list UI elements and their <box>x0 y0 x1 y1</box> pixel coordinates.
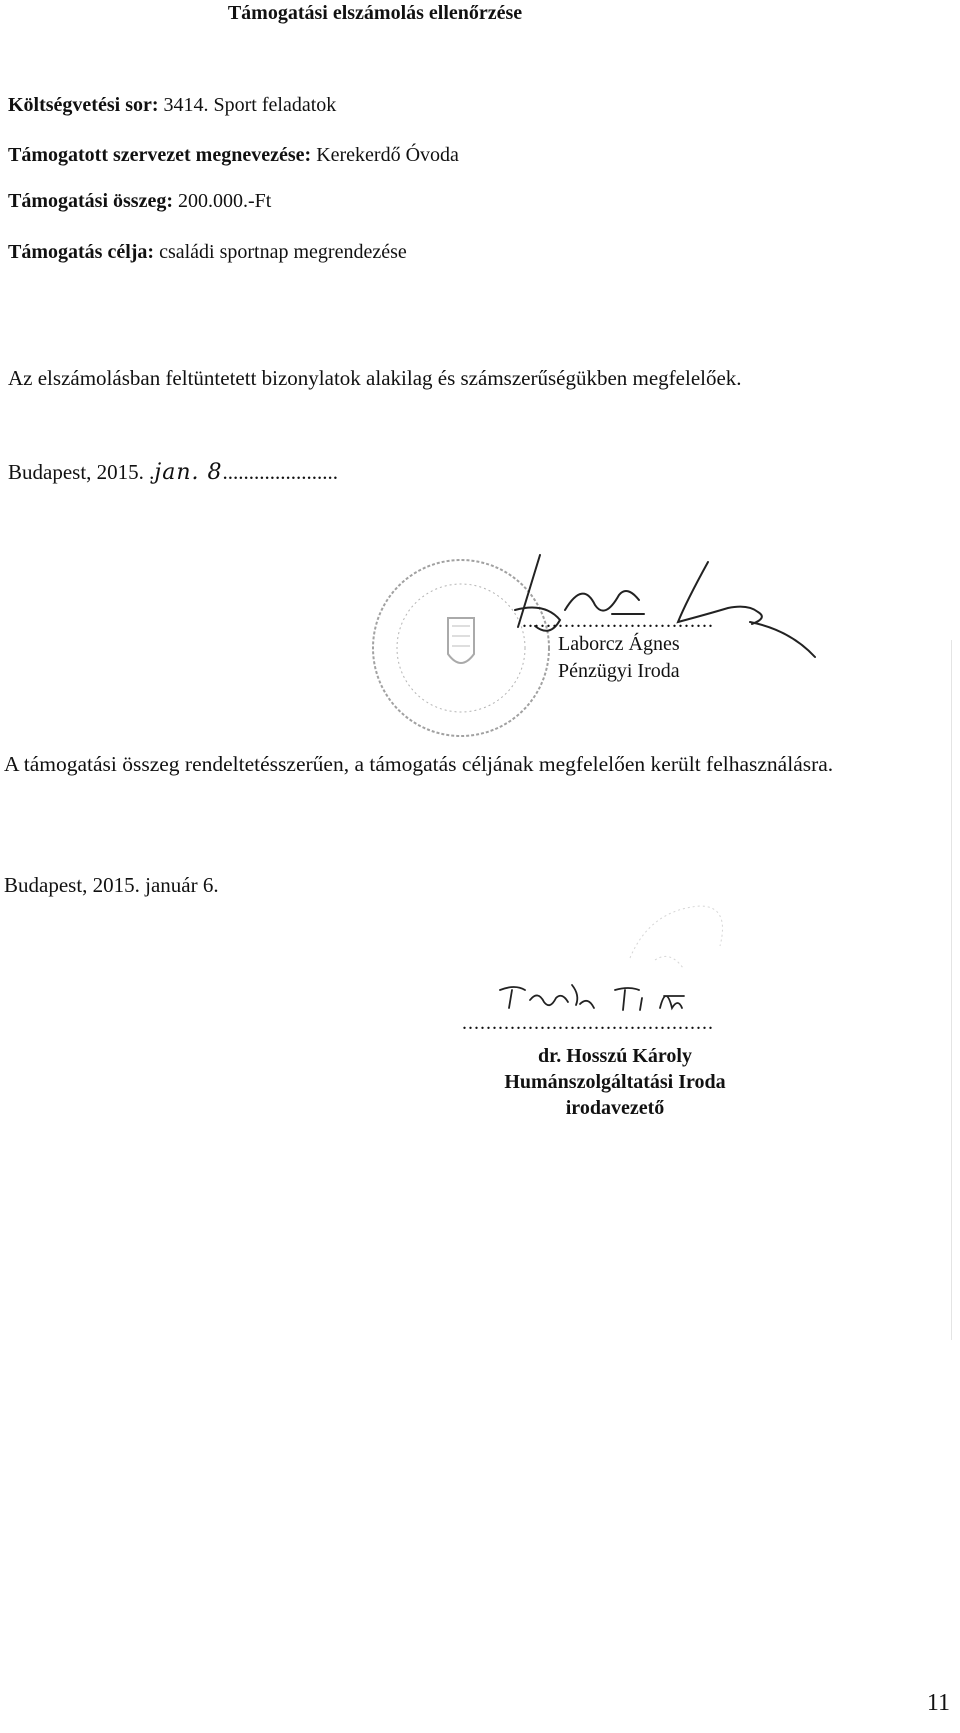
budget-line-value: 3414. Sport feladatok <box>163 94 337 116</box>
signature-dotted-line-1: ................................ <box>522 610 714 632</box>
date-prefix: Budapest, 2015. . <box>8 460 155 484</box>
date-dots: ...................... <box>222 460 338 484</box>
handwritten-signature-2 <box>500 985 684 1010</box>
amount-label: Támogatási összeg: <box>8 190 173 212</box>
faint-stamp-2 <box>630 906 723 968</box>
statement-formal-check: Az elszámolásban feltüntetett bizonylatok alakilag és számszerűségükben megfelelőek. <box>8 366 742 390</box>
official-stamp <box>373 560 549 736</box>
organization-label: Támogatott szervezet megnevezése: <box>8 144 312 166</box>
date-line-2: Budapest, 2015. január 6. <box>4 873 219 897</box>
purpose-value: családi sportnap megrendezése <box>159 241 407 263</box>
handwritten-date: jan. 8 <box>154 460 223 485</box>
signer-1-office: Pénzügyi Iroda <box>558 660 680 682</box>
scan-edge-line <box>951 640 952 1340</box>
organization-value: Kerekerdő Óvoda <box>316 144 459 166</box>
signer-2-office: Humánszolgáltatási Iroda <box>504 1071 726 1093</box>
page-number: 11 <box>926 1690 950 1716</box>
signer-2-name: dr. Hosszú Károly <box>538 1045 692 1067</box>
page-title: Támogatási elszámolás ellenőrzése <box>227 2 523 24</box>
statement-usage: A támogatási összeg rendeltetésszerűen, a támogatás céljának megfelelően került felhasználásra. <box>4 752 834 776</box>
amount-value: 200.000.-Ft <box>177 190 272 212</box>
signature-dotted-line-2: .......................................... <box>462 1012 714 1034</box>
budget-line-label: Költségvetési sor: <box>8 94 159 116</box>
purpose-label: Támogatás célja: <box>8 241 155 263</box>
signer-2-role: irodavezető <box>565 1097 665 1119</box>
signer-1-name: Laborcz Ágnes <box>558 633 680 655</box>
